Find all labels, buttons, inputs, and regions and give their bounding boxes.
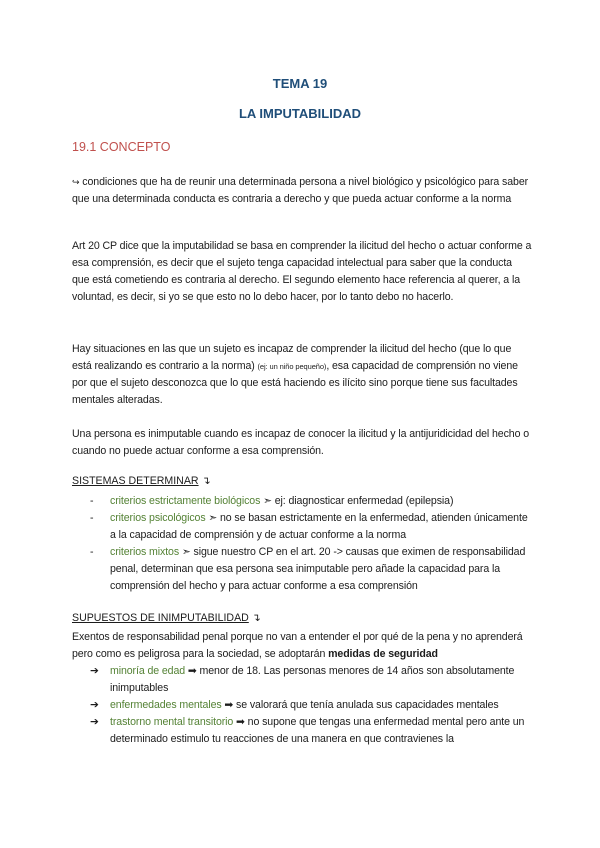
section-heading: 19.1 CONCEPTO [72, 140, 171, 154]
list-item [90, 697, 530, 714]
page-title: LA IMPUTABILIDAD [238, 106, 362, 121]
supuestos-list [90, 663, 530, 748]
arrow-marker-icon: ➔ [90, 716, 99, 728]
list-item [90, 544, 530, 595]
dash-marker: - [90, 495, 94, 507]
arrow-marker-icon: ➔ [90, 699, 99, 711]
situations-text-b: , esa capacidad de comprensión no viene por que el sujeto desconozca que lo que está haciendo es ilícito sino porque tiene sus facultades mentales alteradas. [72, 360, 518, 406]
case-term: trastorno mental transitorio [110, 716, 234, 728]
topic-number: TEMA 19 [272, 76, 328, 91]
list-item [90, 663, 530, 697]
criterion-term: criterios psicológicos [110, 512, 206, 524]
list-item [90, 493, 530, 510]
dash-marker: - [90, 546, 94, 558]
situations-text-a: Hay situaciones en las que un sujeto es incapaz de comprender la ilicitud del hecho (que lo que está realizando es contrario a la norma) [72, 343, 512, 372]
sistemas-heading-text: SISTEMAS DETERMINAR [72, 475, 199, 487]
case-text: ➡ menor de 18. Las personas menores de 14 años son absolutamente inimputables [110, 665, 515, 694]
exentos-text: Exentos de responsabilidad penal porque no van a entender el por qué de la pena y no aprenderá pero como es peligrosa para la sociedad, se adoptarán [72, 631, 523, 660]
sistemas-heading [72, 475, 210, 487]
inimputable-paragraph: Una persona es inimputable cuando es incapaz de conocer la ilicitud y la antijuridicidad del hecho o cuando no puede actuar conforme a esa comprensión. [72, 428, 530, 457]
criterion-text: ➣ ej: diagnosticar enfermedad (epilepsia) [263, 495, 454, 507]
definition-paragraph [72, 174, 532, 208]
criterion-term: criterios estrictamente biológicos [110, 495, 261, 507]
list-item [90, 714, 530, 748]
dash-marker: - [90, 512, 94, 524]
down-arrow-icon: ↴ [201, 475, 211, 487]
criterion-text: ➣ no se basan estrictamente en la enfermedad, atienden únicamente a la capacidad de comprensión y de actuar conforme a la norma [110, 512, 528, 541]
down-arrow-icon: ↴ [251, 612, 261, 624]
supuestos-heading [72, 612, 261, 624]
exentos-paragraph [72, 629, 532, 663]
situations-paragraph [72, 341, 532, 409]
list-item [90, 510, 530, 544]
security-measures-text: medidas de seguridad [328, 648, 438, 660]
return-arrow-icon: ↪ [72, 177, 80, 187]
case-term: minoría de edad [110, 665, 186, 677]
criterion-text: ➣ sigue nuestro CP en el art. 20 -> causas que eximen de responsabilidad penal, determinan que esa persona sea inimputable pero añade la capacidad para la comprensión del hecho y para actuar conforme a esa comprensión [110, 546, 526, 592]
supuestos-heading-text: SUPUESTOS DE INIMPUTABILIDAD [72, 612, 249, 624]
definition-text: condiciones que ha de reunir una determinada persona a nivel biológico y psicológico para saber que una determinada conducta es contraria a derecho y que pueda actuar conforme a la norma [72, 176, 529, 205]
case-text: ➡ se valorará que tenía anulada sus capacidades mentales [224, 699, 499, 711]
arrow-marker-icon: ➔ [90, 665, 99, 677]
case-term: enfermedades mentales [110, 699, 222, 711]
example-note: (ej: un niño pequeño) [257, 362, 327, 371]
sistemas-list [90, 493, 530, 595]
article-paragraph: Art 20 CP dice que la imputabilidad se basa en comprender la ilicitud del hecho o actuar conforme a esa comprensión, es decir que el sujeto tenga capacidad intelectual para saber que la conducta que está cometiendo es contraria al derecho. El segundo elemento hace referencia al querer, a la voluntad, es decir, si yo se que esto no lo debo hacer, por lo tanto debo no hacerlo. [72, 240, 532, 303]
criterion-term: criterios mixtos [110, 546, 180, 558]
case-text: ➡ no supone que tengas una enfermedad mental pero ante un determinado estimulo tu reacciones de una manera en que contravienes la [110, 716, 525, 745]
